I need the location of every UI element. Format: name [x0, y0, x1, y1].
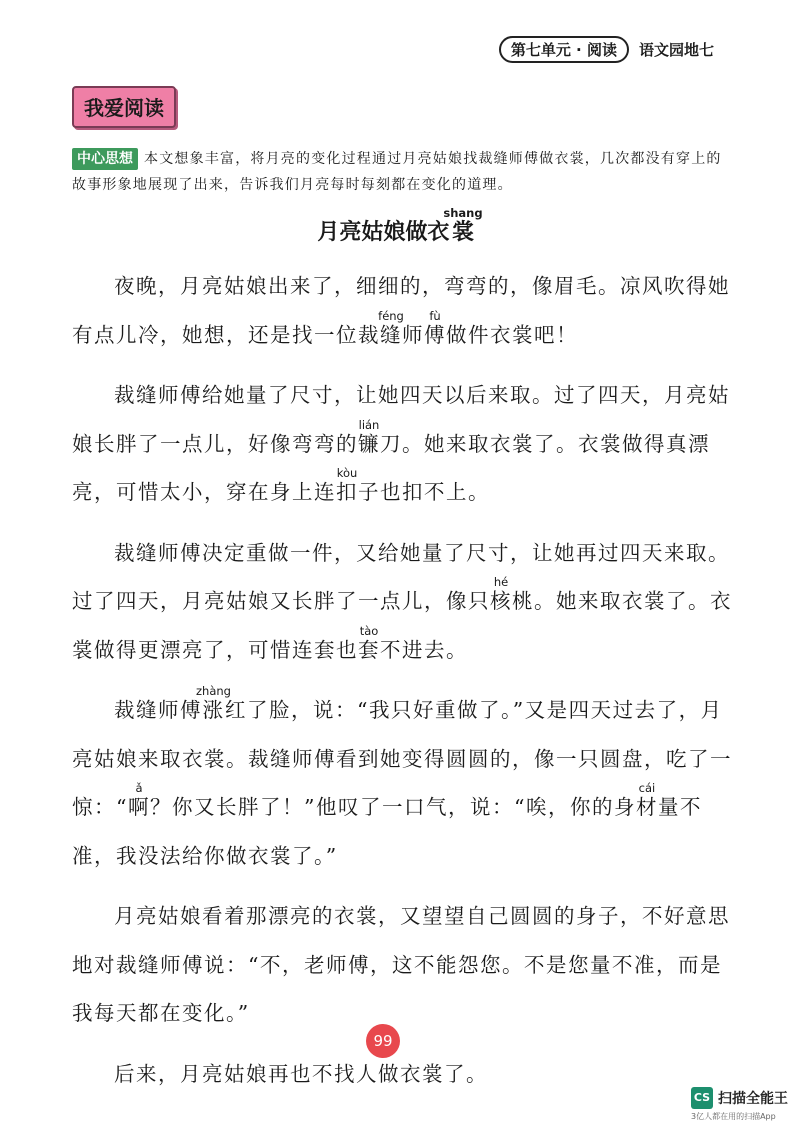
- pinyin-annotation: cái: [635, 781, 658, 795]
- pinyin-annotation: féng: [378, 308, 404, 323]
- pinyin-annotation: shang: [443, 206, 483, 220]
- pinyin-annotation: kòu: [336, 466, 358, 480]
- unit-label: 第七单元 · 阅读: [499, 36, 629, 63]
- section-label: 语文园地七: [638, 40, 714, 59]
- summary-block: [72, 146, 728, 198]
- paragraph-4: 裁缝师傅涨zhàng红了脸，说：“我只好重做了。”又是四天过去了，月亮姑娘来取衣裳。裁缝师傅看到她变得圆圆的，像一只圆盘，吃了一惊：“啊ǎ？你又长胖了！”他叹了一口气，说：“唉，你的身材cái量不准，我没法给你做衣裳了。”: [72, 684, 732, 868]
- reading-badge: 我爱阅读: [72, 86, 176, 128]
- story-body: [72, 262, 732, 1110]
- pinyin-annotation: ǎ: [127, 781, 150, 795]
- paragraph-1: 夜晚，月亮姑娘出来了，细细的，弯弯的，像眉毛。凉风吹得她有点儿冷，她想，还是找一位裁缝féng师傅fù做件衣裳吧！: [72, 274, 730, 347]
- pinyin-annotation: zhàng: [196, 684, 231, 698]
- paragraph-3: 裁缝师傅决定重做一件，又给她量了尺寸，让她再过四天来取。过了四天，月亮姑娘又长胖了一点儿，像只核hé桃。她来取衣裳了。衣裳做得更漂亮了，可惜连套也套tào不进去。: [72, 540, 732, 662]
- paragraph-5: 月亮姑娘看着那漂亮的衣裳，又望望自己圆圆的身子，不好意思地对裁缝师傅说：“不，老师傅，这不能怨您。不是您量不准，而是我每天都在变化。”: [72, 904, 730, 1025]
- summary-tag: 中心思想: [72, 148, 138, 170]
- paragraph-6: 后来，月亮姑娘再也不找人做衣裳了。: [114, 1061, 488, 1086]
- pinyin-annotation: fù: [424, 308, 446, 323]
- paragraph-2: 裁缝师傅给她量了尺寸，让她四天以后来取。过了四天，月亮姑娘长胖了一点儿，好像弯弯的镰lián刀。她来取衣裳了。衣裳做得真漂亮，可惜太小，穿在身上连扣kòu子也扣不上。: [72, 383, 730, 504]
- summary-text: 本文想象丰富，将月亮的变化过程通过月亮姑娘找裁缝师傅做衣裳，几次都没有穿上的故事形象地展现了出来，告诉我们月亮每时每刻都在变化的道理。: [72, 151, 722, 193]
- pinyin-annotation: lián: [358, 417, 380, 432]
- story-title: 月亮姑娘做衣裳shang: [317, 206, 483, 245]
- watermark-name: 扫描全能王: [718, 1091, 788, 1107]
- camscanner-logo-icon: CS: [691, 1087, 713, 1109]
- page-number: 99: [366, 1024, 400, 1058]
- scanner-watermark: [691, 1087, 788, 1122]
- watermark-tagline: 3亿人都在用的扫描App: [691, 1112, 776, 1121]
- pinyin-annotation: hé: [490, 575, 512, 589]
- page-header: [499, 34, 714, 64]
- pinyin-annotation: tào: [358, 623, 380, 638]
